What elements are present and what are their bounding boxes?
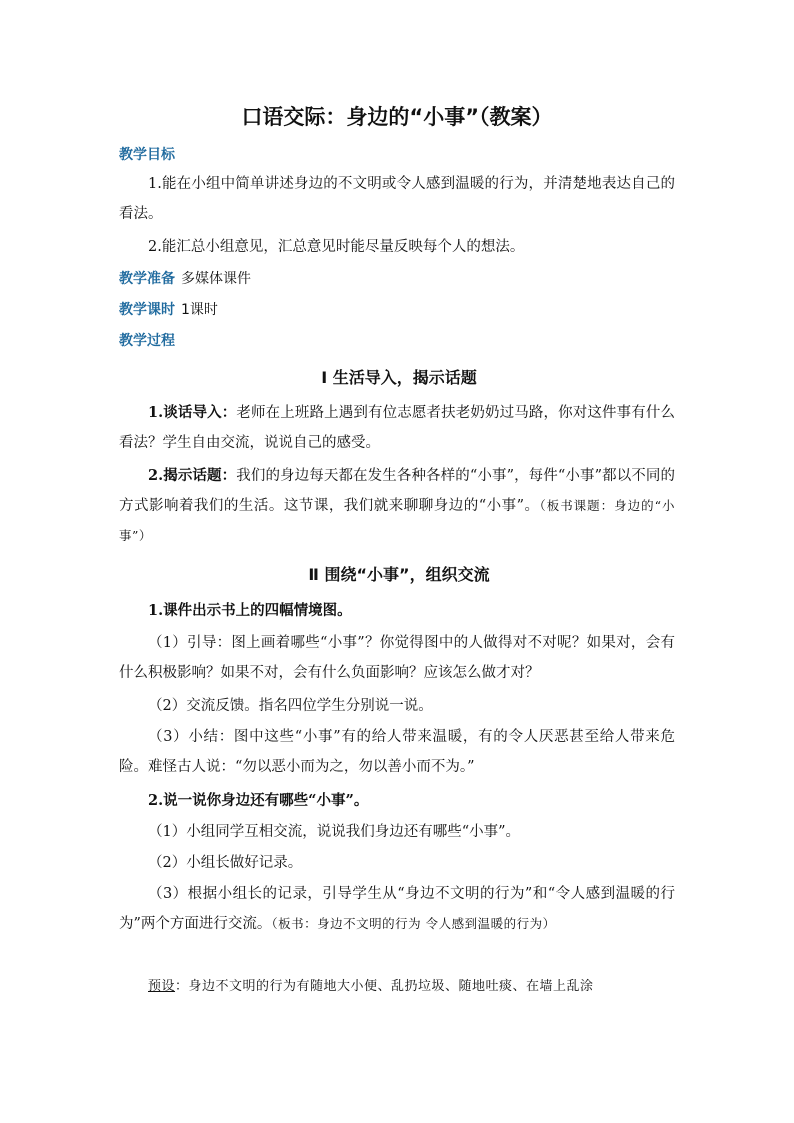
- duration-value: 1课时: [181, 302, 218, 318]
- preparation-line: [119, 268, 251, 290]
- objectives-heading: 教学目标: [119, 147, 175, 163]
- objective-item-1: 1.能在小组中简单讲述身边的不文明或令人感到温暖的行为，并清楚地表达自己的看法。: [119, 176, 675, 222]
- section-2-step-2c-text: （3）根据小组长的记录，引导学生从“身边不文明的行为”和“令人感到温暖的行为”两个方面进行交流。: [119, 886, 675, 932]
- section-2-step-2c: [119, 879, 675, 939]
- section-2-step-2b: （2）小组长做好记录。: [148, 855, 303, 871]
- section-2-step-1: [119, 596, 675, 626]
- section-1-p2-label: 2.揭示话题：: [148, 467, 237, 484]
- section-2-step-1b: （2）交流反馈。指名四位学生分别说一说。: [148, 698, 433, 714]
- preset-label: 预设: [148, 979, 176, 994]
- section-1-p1-label: 1.谈话导入：: [148, 404, 237, 421]
- section-1-paragraph-1: [119, 398, 675, 458]
- section-1-paragraph-2: [119, 461, 675, 551]
- section-2-step-2-text: 2.说一说你身边还有哪些“小事”。: [148, 792, 369, 809]
- section-1-p2-text: 我们的身边每天都在发生各种各样的“小事”，每件“小事”都以不同的方式影响着我们的生活。这节课，我们就来聊聊身边的“小事”。: [119, 468, 676, 514]
- section-2-step-1a: （1）引导：图上画着哪些“小事”？你觉得图中的人做得对不对呢？如果对，会有什么积极影响？如果不对，会有什么负面影响？应该怎么做才对？: [119, 635, 675, 681]
- process-heading: 教学过程: [119, 333, 175, 349]
- objective-item-2: 2.能汇总小组意见，汇总意见时能尽量反映每个人的想法。: [148, 239, 525, 255]
- section-2-step-1c: （3）小结：图中这些“小事”有的给人带来温暖，有的令人厌恶甚至给人带来危险。难怪古人说：“勿以恶小而为之，勿以善小而不为。”: [119, 729, 675, 775]
- section-1-p1-text: 老师在上班路上遇到有位志愿者扶老奶奶过马路，你对这件事有什么看法？学生自由交流，说说自己的感受。: [119, 405, 675, 451]
- section-2-step-2a: （1）小组同学互相交流，说说我们身边还有哪些“小事”。: [148, 824, 521, 840]
- section-2-title: Ⅱ 围绕“小事”，组织交流: [308, 565, 490, 584]
- preparation-heading: 教学准备: [119, 271, 175, 287]
- section-1-title: Ⅰ 生活导入，揭示话题: [321, 368, 477, 387]
- section-2-step-2c-note: （板书：身边不文明的行为 令人感到温暖的行为）: [271, 916, 556, 931]
- preset-paragraph: [119, 972, 675, 1002]
- section-1-p2-note: （板书课题：身边的“小事”）: [119, 498, 675, 543]
- preparation-value: 多媒体课件: [181, 271, 251, 287]
- page-title: 口语交际：身边的“小事”（教案）: [241, 105, 553, 129]
- duration-heading: 教学课时: [119, 302, 175, 318]
- preset-text: ：身边不文明的行为有随地大小便、乱扔垃圾、随地吐痰、在墙上乱涂: [175, 979, 594, 994]
- duration-line: [119, 299, 218, 321]
- section-2-step-2: [119, 786, 675, 816]
- section-2-step-1-text: 1.课件出示书上的四幅情境图。: [148, 602, 352, 619]
